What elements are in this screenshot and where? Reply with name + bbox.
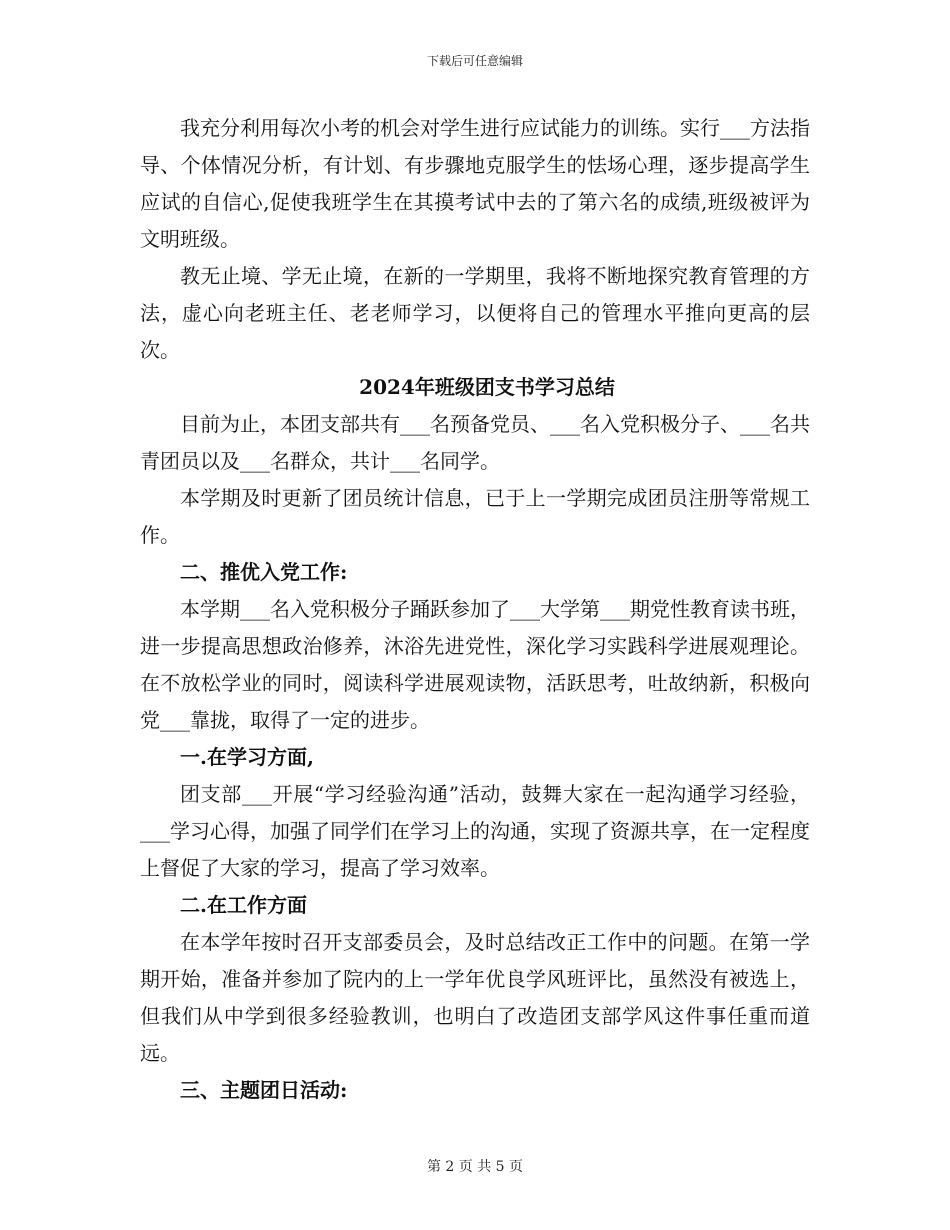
paragraph-exam-training: 我充分利用每次小考的机会对学生进行应试能力的训练。实行___方法指导、个体情况分析，有计划、有步骤地克服学生的怯场心理，逐步提高学生应试的自信心,促使我班学生在其摸考试中去的了第六名的成绩,班级被评为文明班级。 — [140, 116, 810, 251]
paragraph-management-outlook: 教无止境、学无止境，在新的一学期里，我将不断地探究教育管理的方法，虚心向老班主任、老老师学习，以便将自己的管理水平推向更高的层次。 — [140, 264, 810, 362]
heading-theme-activity: 三、主题团日活动: — [180, 1078, 348, 1102]
document-title: 2024年班级团支书学习总结 — [359, 375, 615, 399]
paragraph-work-summary: 在本学年按时召开支部委员会，及时总结改正工作中的问题。在第一学期开始，准备并参加了院内的上一学年优良学风班评比，虽然没有被选上，但我们从中学到很多经验教训，也明白了改造团支部学风这件事任重而道远。 — [140, 930, 810, 1065]
heading-study: 一.在学习方面, — [180, 745, 314, 769]
page-header-note: 下载后可任意编辑 — [426, 54, 523, 68]
paragraph-member-count: 目前为止，本团支部共有___名预备党员、___名入党积极分子、___名共青团员以及___名群众，共计___名同学。 — [140, 412, 810, 473]
heading-party-recommendation: 二、推优入党工作: — [180, 560, 348, 584]
page-number: 第 2 页 共 5 页 — [426, 1159, 524, 1175]
document-body — [140, 110, 810, 1109]
paragraph-party-training: 本学期___名入党积极分子踊跃参加了___大学第___期党性教育读书班，进一步提高思想政治修养，沐浴先进党性，深化学习实践科学进展观理论。在不放松学业的同时，阅读科学进展观读物，活跃思考，吐故纳新，积极向党___靠拢，取得了一定的进步。 — [140, 597, 810, 732]
heading-work: 二.在工作方面 — [180, 893, 307, 917]
paragraph-registration: 本学期及时更新了团员统计信息，已于上一学期完成团员注册等常规工作。 — [140, 486, 810, 547]
paragraph-study-exchange: 团支部___开展“学习经验沟通”活动，鼓舞大家在一起沟通学习经验，___学习心得，加强了同学们在学习上的沟通，实现了资源共享，在一定程度上督促了大家的学习，提高了学习效率。 — [140, 782, 810, 880]
